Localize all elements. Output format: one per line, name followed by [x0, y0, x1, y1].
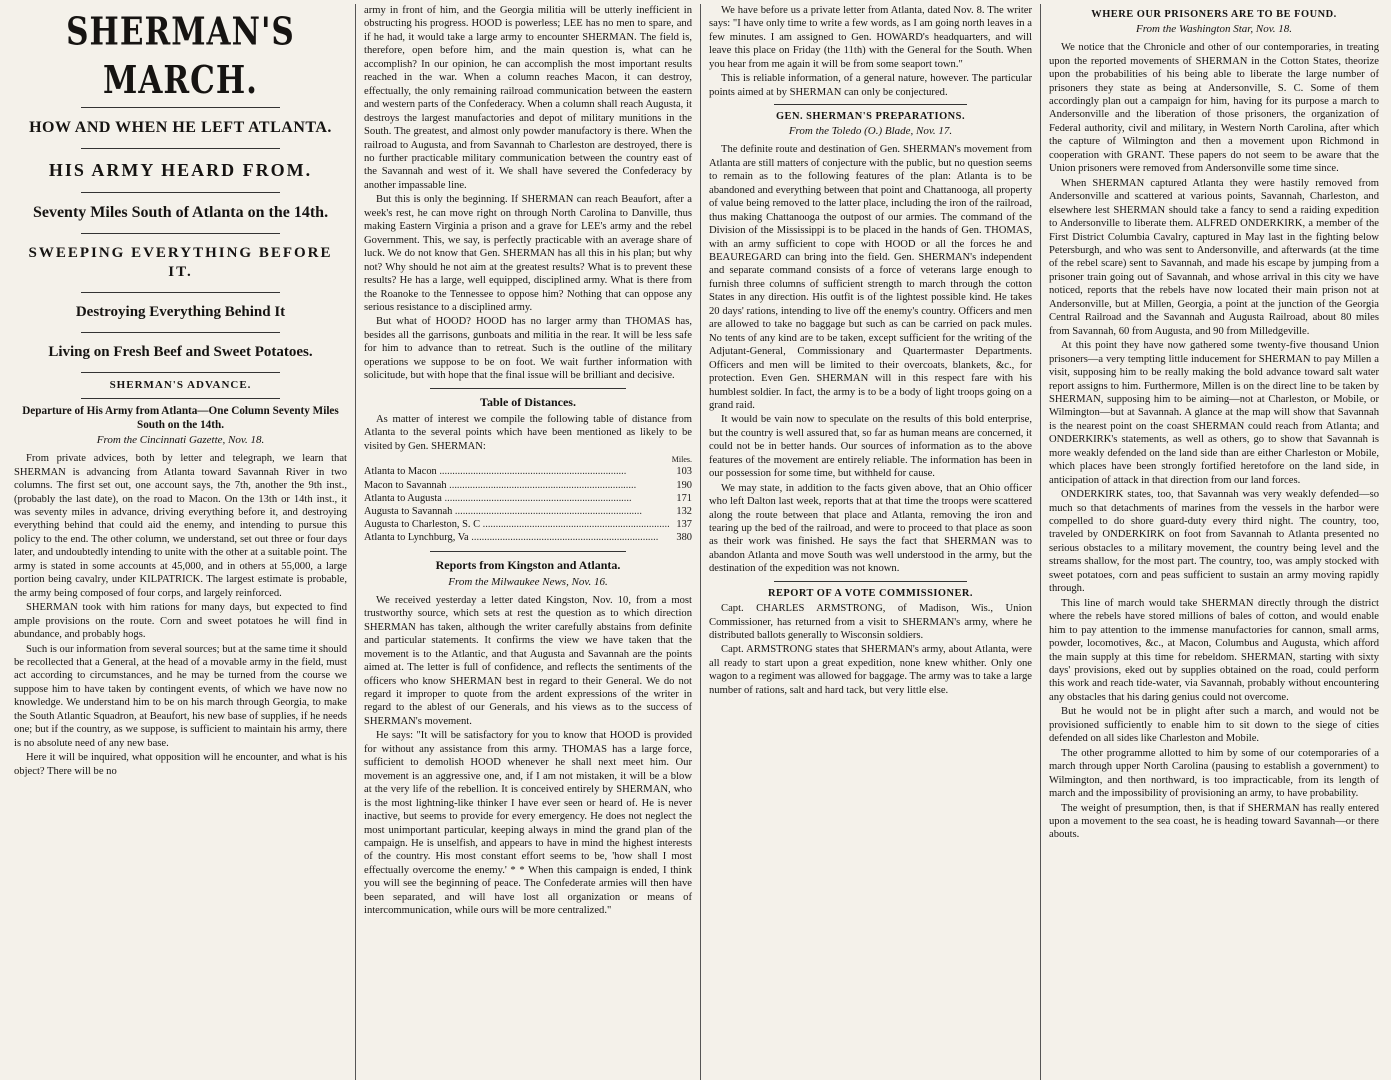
article-paragraph: He says: "It will be satisfactory for you to know that HOOD is provided for without any assistance from this army. THOMAS has a large force, sufficient to demolish HOOD whenever he shall next meet him. Our movement is an aggressive one, and, if I am not mistaken, it will be a blow at the very life of the rebellion. It is conceived entirely by SHERMAN, who is the most lightning-like thinker I have ever seen or heard of. He is never inactive, but seems to provide for every emergency. He does not neglect the most unimportant particular, keeping always in mind the grand plan of the campaign. He is unselfish, and appears to have in mind the highest interests of the country. His most constant effort seems to be, 'how shall I most effectually overcome the enemy.' * * When this campaign is ended, I think you will see the beginning of peace. The Confederate armies will then have been separated, and will have lost all organization or means of intercommunication, while ours will be more centralized."	[364, 730, 692, 917]
divider	[430, 388, 627, 389]
article-paragraph: We received yesterday a letter dated Kingston, Nov. 10, from a most trustworthy source, which sets at rest the question as to which direction SHERMAN has taken, although the writer carefully abstains from definite and particular statements. It confirms the view we have taken that the movement is to the Atlantic, and that Augusta and Savannah are the points aimed at. The letter is full of confidence, and reflects the sentiments of the officers who know SHERMAN best in regard to their General. We do not regard it improper to quote from the ardent expressions of the writer in regard to the ablest of our Generals, and his views as to the success of SHERMAN's movement.	[364, 594, 692, 727]
table-title: Table of Distances.	[480, 394, 576, 409]
route-cell: Atlanta to Macon .....	[364, 465, 670, 478]
miles-cell: 380	[676, 532, 692, 544]
source-credit: From the Washington Star, Nov. 18.	[1135, 23, 1293, 36]
table-intro: As matter of interest we compile the following table of distance from Atlanta to the several points which have been mentioned as likely to be visited by Gen. SHERMAN:	[364, 413, 692, 452]
article-paragraph: This line of march would take SHERMAN directly through the district where the rebels have stored millions of bales of cotton, and would enable him to pay attention to the immense manufactories for cannon, small arms, powder, locomotives, &c., at Macon, Columbus and Augusta, which afford the main supply at this time for rebeldom. SHERMAN, starting with sixty days' provisions, eked out by supplies obtained on the road, could perform this work and reach tide-water, via Savannah, probably without encountering any obstacles that his daring genius could not overcome.	[1049, 597, 1379, 703]
article-paragraph: Such is our information from several sources; but at the same time it should be recollected that a General, at the head of a movable army in the field, must act according to circumstances, and he may be turned from the course we suppose him to have taken by contingent events, of which we have now no knowledge. We understand him to be on his march through Georgia, to make the South Atlantic Squadron, at Beaufort, his new base of supplies, if he needs one; but if the country, as we suppose, is sufficient to maintain his army, there is no absolute need of any new base.	[14, 643, 347, 749]
deck-headline: HOW AND WHEN HE LEFT ATLANTA.	[29, 118, 332, 136]
miles-cell: 132	[676, 506, 692, 518]
article-paragraph: But this is only the beginning. If SHERMAN can reach Beaufort, after a week's rest, he can move right on through North Carolina to Danville, thus making Eastern Virginia a prison and a grave for LEE's army and the rebel Government. This, we say, is perfectly practicable with an average share of luck. We do not know that Gen. SHERMAN has all this in his plan; but why not? Why should he not aim at the greatest results? What is to prevent these results? He has a large, well equipped, disciplined army. What is there from the Roanoke to the Tennessee to oppose him? Nothing that can oppose any serious resistance to a disciplined army.	[364, 194, 692, 313]
miles-header: Miles.	[671, 455, 692, 465]
deck-headline: HIS ARMY HEARD FROM.	[48, 160, 313, 181]
source-credit: From the Cincinnati Gazette, Nov. 18.	[96, 434, 265, 447]
section-heading: SHERMAN'S ADVANCE.	[109, 378, 252, 391]
article-paragraph: Here it will be inquired, what opposition will he encounter, and what is his object? There will be no	[14, 752, 347, 777]
column-2	[356, 4, 701, 1080]
article-paragraph: At this point they have now gathered some twenty-five thousand Union prisoners—a very tempting little inducement for SHERMAN to pay Millen a visit, supposing him to be really making the bold advance toward salt water report assigns to him. Furthermore, Millen is on the direct line to be taken by SHERMAN, supposing him to be aiming—not at Charleston, or Mobile, or Wilmington—but at Savannah. A glance at the map will show that Savannah is the nearest point on the coast SHERMAN could reach from Atlanta; and ONDERKIRK's statements, as well as others, go to show that Savannah is more weakly defended on the land side than are either Charleston or Mobile, which places have been strongly fortified heretofore on the land side, in anticipation of attack in that direction from our land forces.	[1049, 340, 1379, 486]
article-paragraph: SHERMAN took with him rations for many days, but expected to find ample provisions on the route. Corn and sweet potatoes he will find in abundance, and probably hogs.	[14, 602, 347, 641]
deck-headline: Seventy Miles South of Atlanta on the 14th.	[32, 203, 329, 221]
article-paragraph: From private advices, both by letter and telegraph, we learn that SHERMAN is advancing from Atlanta toward Savannah River in two columns. The first set out, one account says, the 7th, another the 9th inst., (probably the last date), on the road to Macon. On the 13th or 14th inst., it was seventy miles in advance, driving everything before it, and destroying everything behind that could aid the enemy, and intending to pursue this policy to the end. The other column, we understand, set out three or four days later, and undoubtedly intending to unite with the other at a suitable point. The army is stated in some accounts at 45,000, and in others at 55,000, a large portion being cavalry, under KILPATRICK. The largest estimate is probable, the army being composed of four corps, and largely reinforced.	[14, 453, 347, 599]
divider	[774, 104, 968, 105]
table-row	[364, 465, 692, 478]
source-credit: From the Toledo (O.) Blade, Nov. 17.	[788, 125, 953, 138]
route-cell: Augusta to Charleston, S. C .....	[364, 518, 670, 531]
divider	[81, 107, 281, 108]
article-title: Reports from Kingston and Atlanta.	[435, 557, 621, 572]
table-row	[364, 479, 692, 492]
miles-cell: 171	[676, 492, 692, 504]
route-cell: Augusta to Savannah .....	[364, 505, 670, 518]
table-row	[364, 505, 692, 518]
route-cell: Atlanta to Augusta .....	[364, 492, 670, 505]
table-row	[364, 518, 692, 531]
article-paragraph: Capt. CHARLES ARMSTRONG, of Madison, Wis., Union Commissioner, has returned from a visit to SHERMAN's army, where he distributed ballots generally to Wisconsin soldiers.	[709, 603, 1032, 641]
table-row	[364, 531, 692, 544]
article-paragraph: But he would not be in plight after such a march, and would not be provisioned sufficiently to enable him to sit down to the siege of cities defended on all sides like Charleston and Mobile.	[1049, 706, 1379, 745]
table-row	[364, 492, 692, 505]
article-subheading: Departure of His Army from Atlanta—One Column Seventy Miles South on the 14th.	[22, 404, 339, 431]
source-credit: From the Milwaukee News, Nov. 16.	[448, 575, 608, 588]
deck-headline: SWEEPING EVERYTHING BEFORE IT.	[28, 244, 333, 280]
divider	[430, 551, 627, 552]
divider	[81, 148, 281, 149]
miles-cell: 103	[676, 466, 692, 478]
article-paragraph: But what of HOOD? HOOD has no larger army than THOMAS has, besides all the garrisons, gunboats and militia in the rear. It will be less safe for him to advance than to retreat. Such is the outline of the military operations we suppose to be on foot. We wait further information with solicitude, but with hope that the final issue will be brilliant and decisive.	[364, 316, 692, 382]
divider	[81, 192, 281, 193]
masthead: SHERMAN'S MARCH.	[66, 9, 295, 104]
divider	[81, 372, 281, 373]
article-paragraph: ONDERKIRK states, too, that Savannah was very weakly defended—so much so that detachments of marines from the vessels in the harbor were compelled to do shore guard-duty every third night. The country, too, traveled by ONDERKIRK on foot from Savannah to Atlanta presented no serious obstacles to a military movement, the country being level and the streams shallow, for the most part. The country, too, was amply stocked with sweet potatoes, corn and peas sufficient to sustain an army moving rapidly through.	[1049, 489, 1379, 595]
deck-headline: Living on Fresh Beef and Sweet Potatoes.	[48, 344, 313, 361]
distance-table	[364, 455, 692, 544]
article-paragraph: We have before us a private letter from Atlanta, dated Nov. 8. The writer says: "I have only time to write a few words, as I am going north leaves in a few minutes. I am assigned to Gen. HOWARD's headquarters, and will leave this place on Friday (the 11th) with the General for the South. When you hear from me again it will be from some seaport town."	[709, 5, 1032, 70]
deck-headline: Destroying Everything Behind It	[75, 303, 286, 320]
route-cell: Macon to Savannah .....	[364, 479, 670, 492]
article-paragraph: The other programme allotted to him by some of our cotemporaries of a march through upper North Carolina (pausing to establish a government) to Wilmington, and then northward, is too impracticable, from its length of march and the impossibility of provisioning an army, to have probability.	[1049, 747, 1379, 800]
divider	[81, 332, 281, 333]
miles-cell: 190	[676, 479, 692, 491]
article-title: WHERE OUR PRISONERS ARE TO BE FOUND.	[1091, 9, 1337, 20]
divider	[81, 398, 281, 399]
route-cell: Atlanta to Lynchburg, Va .....	[364, 531, 670, 544]
column-4	[1041, 4, 1387, 1080]
article-paragraph: This is reliable information, of a general nature, however. The particular points aimed at by SHERMAN can only be conjectured.	[709, 73, 1032, 98]
miles-cell: 137	[676, 519, 692, 531]
article-paragraph: The definite route and destination of Gen. SHERMAN's movement from Atlanta are still matters of conjecture with the public, but no question seems to remain as to the following features of the plan: Atlanta is to be abandoned and everything between that point and Chattanooga, all property of value being removed to the latter place, including the iron of the railroad, thus making Chattanooga the outpost of our armies. The command of the Division of the Mississippi is to be placed in the hands of Gen. THOMAS, with an army sufficient to cope with HOOD or all the forces he and BEAUREGARD can bring into the field. Gen. SHERMAN's independent and separate command consists of a force of veterans large enough to furnish three columns of sufficient strength to march through the cotton States in any direction. His outfit is of the lightest possible kind. He takes 20 days' rations, intending to live off the enemy's country. Officers and men are allowed to take no baggage but such as can be carried on pack mules. No tents of any kind are to be taken, except sufficient for the writing of the Adjutant-General, Commissionary and Quartermaster Departments. Officers and men will be limited to their overcoats, blankets, &c., for protection. Even Gen. SHERMAN will in this respect fare with his humblest soldier. In fact, the army is to be a body of light troops going on a grand raid.	[709, 144, 1032, 411]
column-1	[6, 4, 356, 1080]
article-paragraph: army in front of him, and the Georgia militia will be utterly inefficient in obstructing his progress. HOOD is powerless; LEE has no men to spare, and if he had, it would take a large army to encounter SHERMAN. The field is, therefore, open before him, and the main question is, what can he accomplish? In our opinion, he can accomplish the most important results reached in the war. When a column reaches Macon, it can destroy, effectually, the only remaining railroad communication between the eastern and western parts of the Confederacy. When a column shall reach Augusta, it destroys the largest manufactories and depot of military munitions in the South. The greatest, and almost only powder manufactory is there. When the railroad to Augusta, and from Savannah to Charleston are destroyed, there is no further practicable military communication between the country east of the Savannah and west of it. We shall have severed the Confederacy by another impassable line.	[364, 5, 692, 191]
article-paragraph: The weight of presumption, then, is that if SHERMAN has really entered upon a movement to the sea coast, he is heading toward Savannah—or there abouts.	[1049, 802, 1379, 841]
article-paragraph: When SHERMAN captured Atlanta they were hastily removed from Andersonville and scattered at various points, Savannah, Charleston, and elsewhere lest SHERMAN should take a fancy to send a raiding expedition to Andersonville to liberate them. ALFRED ONDERKIRK, a member of the First District Columbia Cavalry, captured in May last in the fighting below Petersburgh, and who was sent to Andersonville, and afterwards (at the time of the rebel scare) sent to Savannah, and made his escape by jumping from a prisoner train going out of Savannah, and whose arrival in this city we have noticed, reports that the rebels have now located their main prison not at Andersonville, but at Millen, Georgia, a point at the junction of the Georgia Central Railroad and the Savannah and Augusta Railroad, about 80 miles from Savannah, 60 from Augusta, and 90 from Milledgeville.	[1049, 177, 1379, 337]
divider	[774, 581, 968, 582]
article-paragraph: It would be vain now to speculate on the results of this bold enterprise, but the country is well assured that, so far as human means are concerned, it could not be in better hands. Our sources of information as to the above features of the movement are entirely reliable. The information has been in our possession for some time, but withheld for cause.	[709, 414, 1032, 480]
article-paragraph: We notice that the Chronicle and other of our contemporaries, in treating upon the reported movements of SHERMAN in the Cotton States, theorize upon the probabilities of his being able to liberate the large number of prisoners they state as being at Andersonville, S. C. Some of them accordingly plan out a campaign for him, having for its purpose a march to Andersonville and the liberation of those prisoners, the organization of Federal authority, civil and military, in Western North Carolina, after which the capture of Wilmington and then a movement upon Richmond in cooperation with GRANT. These papers do not seem to be aware that the Union prisoners were removed from Andersonville some time since.	[1049, 42, 1379, 175]
article-paragraph: We may state, in addition to the facts given above, that an Ohio officer who left Dalton last week, reports that at that time the troops were scattered along the route between that place and Atlanta, removing the iron and tearing up the bed of the railroad, and were to proceed to that place as soon as their work was finished. He says the fact that SHERMAN was to abandon Atlanta and move South was well understood in the army, but the destination of the expedition was not known.	[709, 482, 1032, 575]
article-paragraph: Capt. ARMSTRONG states that SHERMAN's army, about Atlanta, were all ready to start upon a great expedition, none knew whither. Only one wagon to a regiment was allowed for baggage. The army was to take a large number of rations, salt and hard tack, but very little else.	[709, 644, 1032, 696]
article-title: REPORT OF A VOTE COMMISSIONER.	[767, 587, 974, 599]
divider	[81, 233, 281, 234]
column-3	[701, 4, 1041, 1080]
divider	[81, 292, 281, 293]
article-title: GEN. SHERMAN'S PREPARATIONS.	[775, 111, 966, 123]
